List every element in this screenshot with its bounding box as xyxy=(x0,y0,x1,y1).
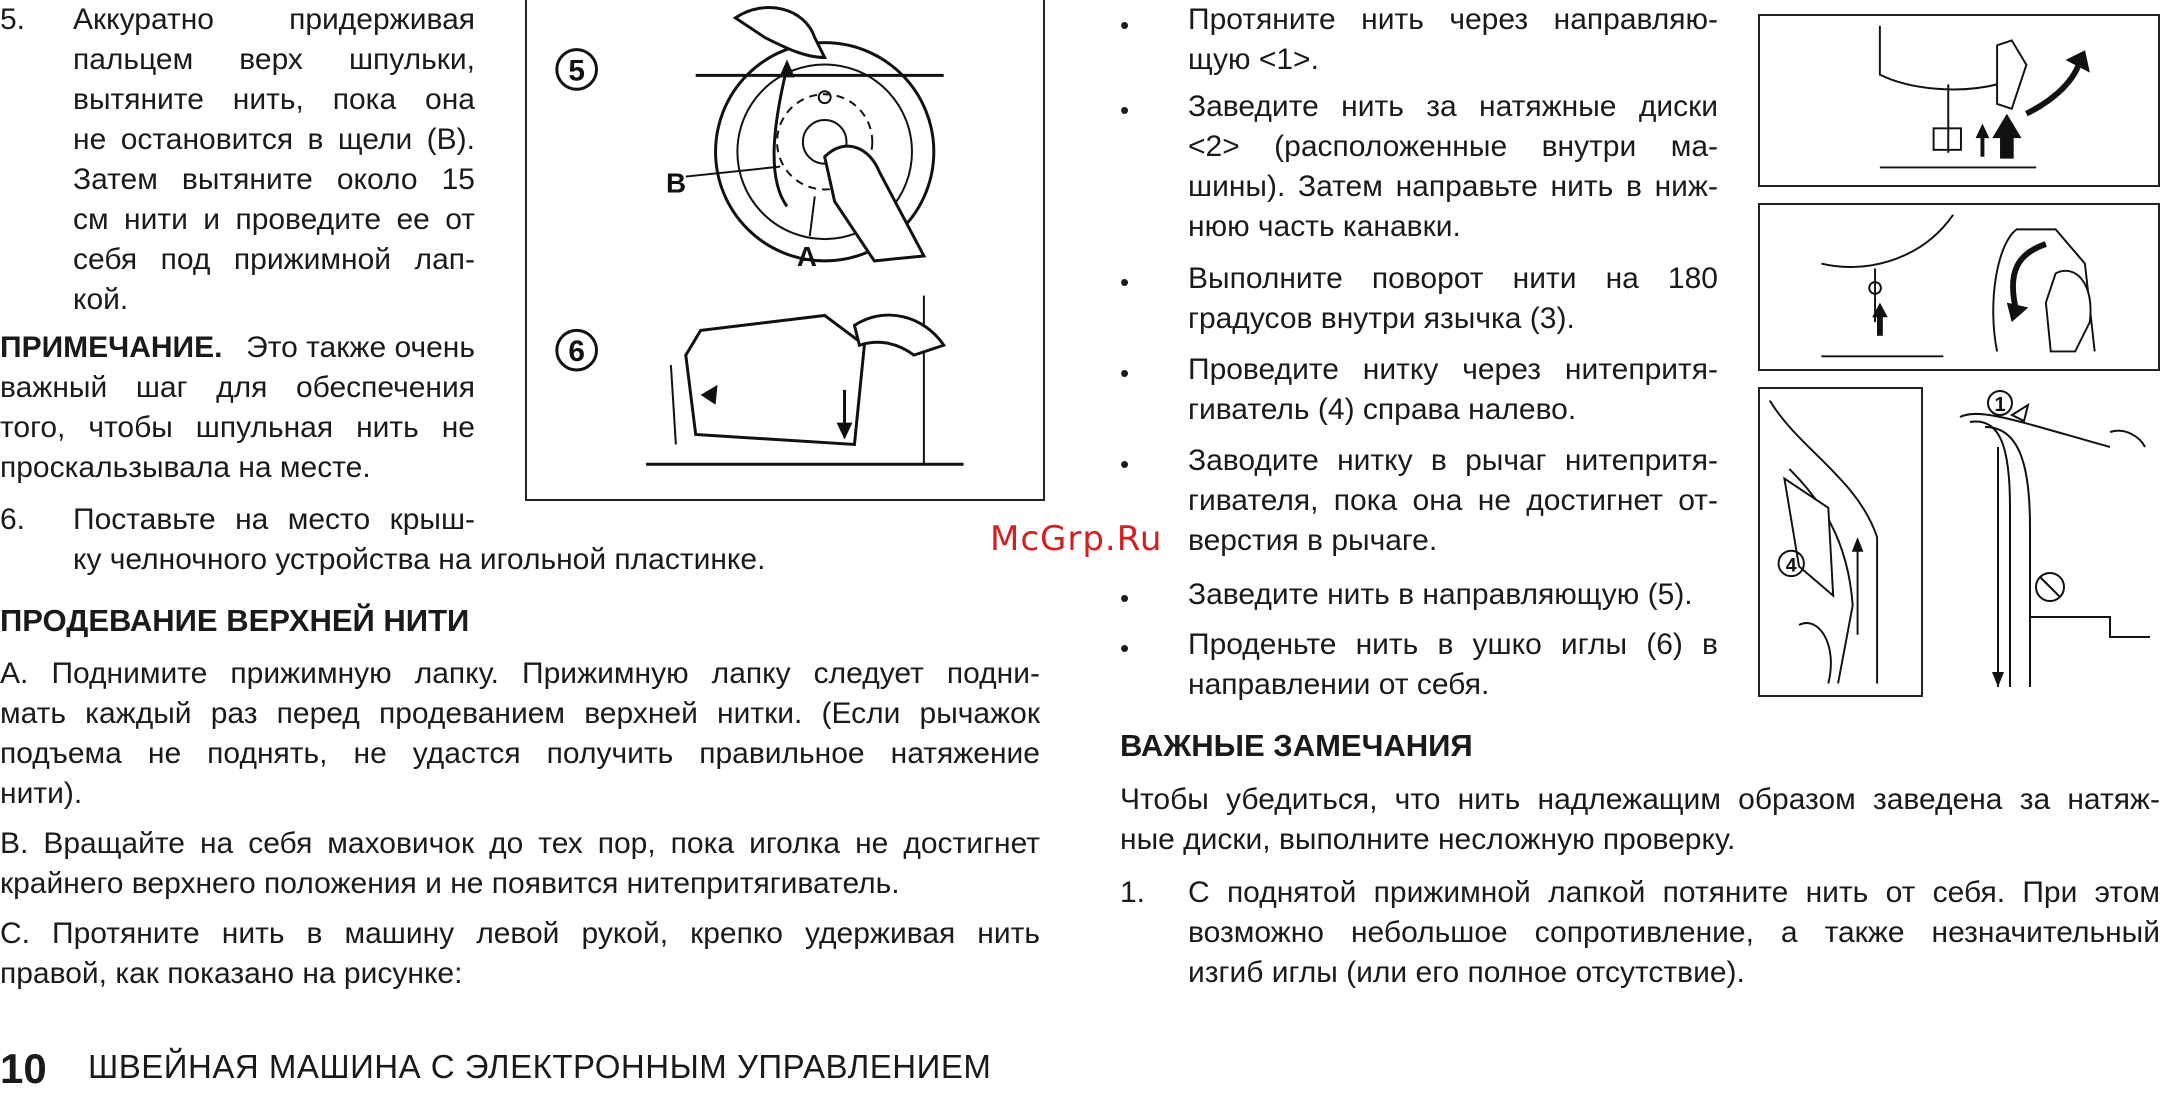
step-5-line: Аккуратно придерживая xyxy=(73,3,475,36)
step-5-line: кой. xyxy=(73,283,129,316)
item-1-line: С поднятой прижимной лапкой потяните нить от себя. При этом xyxy=(1188,876,2160,909)
note-label: ПРИМЕЧАНИЕ. xyxy=(0,331,223,364)
bullet-line: <2> (расположенные внутри ма- xyxy=(1188,130,1718,163)
bullet-line: Проденьте нить в ушко иглы (6) в xyxy=(1188,628,1718,661)
figure-label-b: B xyxy=(665,167,687,199)
bullet-line: Выполните поворот нити на 180 xyxy=(1188,262,1718,295)
figure-label-a: A xyxy=(796,240,817,272)
bullet-line: градусов внутри язычка (3). xyxy=(1188,302,1575,335)
bullet-marker: • xyxy=(1120,95,1130,125)
step-5-line: Затем вытяните около 15 xyxy=(73,163,475,196)
paragraph-c-line: C. Протяните нить в машину левой рукой, крепко удерживая нить xyxy=(0,917,1040,950)
step-6-line: Поставьте на место крыш- xyxy=(73,503,475,536)
note-first-line xyxy=(0,328,475,368)
intro-line: Чтобы убедиться, что нить надлежащим образом заведена за натяж- xyxy=(1120,783,2160,816)
item-1-line: возможно небольшое сопротивление, а также незначительный xyxy=(1188,916,2160,949)
step-5-number: 5. xyxy=(0,3,26,36)
note-line: того, чтобы шпульная нить не xyxy=(0,411,475,444)
note-line: проскальзывала на месте. xyxy=(0,451,371,484)
step-5-line: не остановится в щели (B). xyxy=(73,123,475,156)
bullet-line: Заводите нитку в рычаг нитепритя- xyxy=(1188,444,1718,477)
bullet-line: Заведите нить в направляющую (5). xyxy=(1188,578,1693,611)
paragraph-a-line: A. Поднимите прижимную лапку. Прижимную лапку следует подни- xyxy=(0,657,1040,690)
figure-label-5: 5 xyxy=(568,54,585,88)
section-heading-important-notes: ВАЖНЫЕ ЗАМЕЧАНИЯ xyxy=(1120,728,1473,763)
paragraph-b-line: крайнего верхнего положения и не появится нитепритягиватель. xyxy=(0,867,900,900)
note-line: Это также очень xyxy=(246,331,475,364)
step-6-number: 6. xyxy=(0,503,26,536)
step-5-line: вытяните нить, пока она xyxy=(73,83,475,116)
item-1-line: изгиб иглы (или его полное отсутствие). xyxy=(1188,956,1745,989)
bullet-line: верстия в рычаге. xyxy=(1188,524,1438,557)
bullet-line: Протяните нить через направляю- xyxy=(1188,3,1718,36)
bullet-marker: • xyxy=(1120,449,1130,479)
bobbin-illustration xyxy=(525,0,1045,501)
section-heading-upper-thread: ПРОДЕВАНИЕ ВЕРХНЕЙ НИТИ xyxy=(0,603,470,638)
bullet-marker: • xyxy=(1120,358,1130,388)
paragraph-c-line: правой, как показано на рисунке: xyxy=(0,957,463,990)
intro-line: ные диски, выполните несложную проверку. xyxy=(1120,823,1736,856)
thread-guide-illustration xyxy=(1950,387,2160,697)
step-5-line: себя под прижимной лап- xyxy=(73,243,475,276)
figure-label-1: 1 xyxy=(1994,394,2006,416)
item-1-number: 1. xyxy=(1120,876,1146,909)
presser-foot-illustration xyxy=(1758,14,2160,187)
bullet-line: гиватель (4) справа налево. xyxy=(1188,393,1577,426)
paragraph-a-line: подъема не поднять, не удастся получить правильное натяжение xyxy=(0,737,1040,770)
step-6-line: ку челночного устройства на игольной пластинке. xyxy=(73,543,766,576)
figure-label-6: 6 xyxy=(568,335,585,369)
watermark: McGrp.Ru xyxy=(990,519,1163,559)
footer-title: ШВЕЙНАЯ МАШИНА С ЭЛЕКТРОННЫМ УПРАВЛЕНИЕМ xyxy=(88,1048,992,1085)
paragraph-b-line: B. Вращайте на себя маховичок до тех пор, пока иголка не достигнет xyxy=(0,827,1040,860)
bullet-marker: • xyxy=(1120,267,1130,297)
bullet-line: Проведите нитку через нитепритя- xyxy=(1188,353,1718,386)
bullet-line: направлении от себя. xyxy=(1188,668,1490,701)
figure-label-4: 4 xyxy=(1785,554,1797,577)
step-5-line: пальцем верх шпульки, xyxy=(73,43,475,76)
bullet-line: гивателя, пока она не достигнет от- xyxy=(1188,484,1718,517)
handwheel-illustration xyxy=(1758,203,2160,371)
bullet-line: шины). Затем направьте нить в ниж- xyxy=(1188,170,1718,203)
bullet-marker: • xyxy=(1120,10,1130,40)
bullet-line: щую <1>. xyxy=(1188,43,1319,76)
step-5-line: см нити и проведите ее от xyxy=(73,203,475,236)
paragraph-a-line: нити). xyxy=(0,777,83,810)
note-line: важный шаг для обеспечения xyxy=(0,371,475,404)
take-up-lever-illustration xyxy=(1758,387,1923,697)
bullet-line: нюю часть канавки. xyxy=(1188,210,1461,243)
paragraph-a-line: мать каждый раз перед продеванием верхней нитки. (Если рычажок xyxy=(0,697,1040,730)
bullet-line: Заведите нить за натяжные диски xyxy=(1188,90,1718,123)
bullet-marker: • xyxy=(1120,633,1130,663)
page-number: 10 xyxy=(0,1045,47,1092)
bullet-marker: • xyxy=(1120,583,1130,613)
